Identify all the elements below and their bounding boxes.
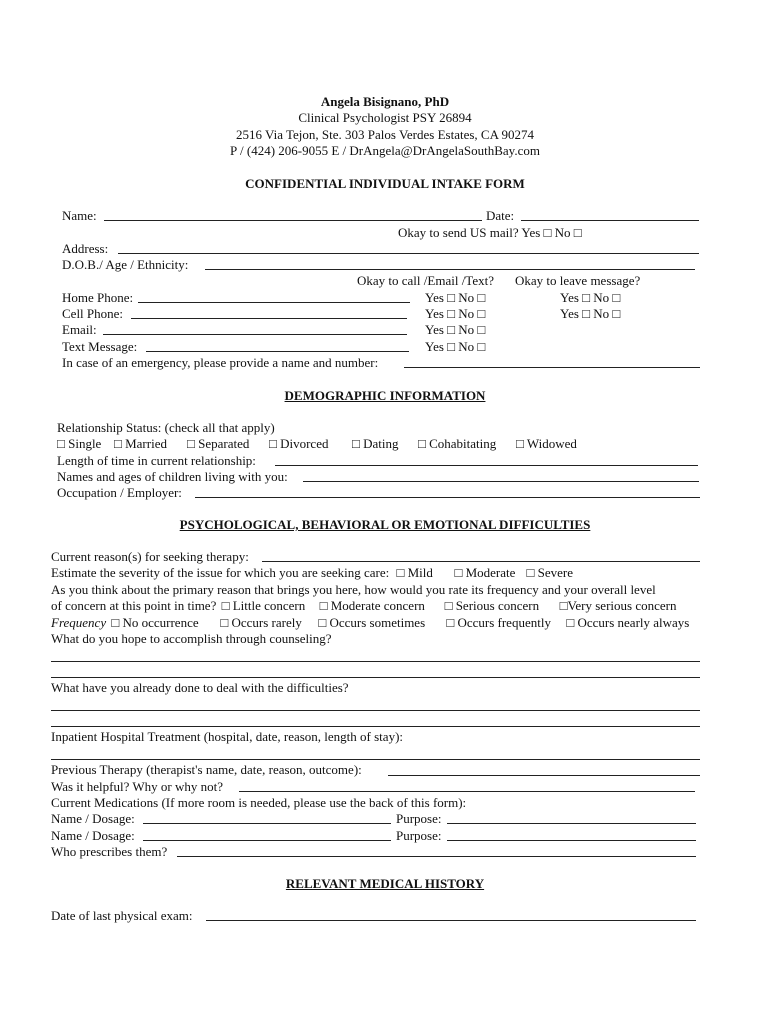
concern-very-serious[interactable]: □Very serious concern <box>559 598 677 613</box>
reasons-label: Current reason(s) for seeking therapy: <box>51 549 249 564</box>
prescribes-label: Who prescribes them? <box>51 844 168 859</box>
emergency-field[interactable] <box>404 367 700 368</box>
done-field-1[interactable] <box>51 710 700 711</box>
done-field-2[interactable] <box>51 726 700 727</box>
address-label: Address: <box>62 241 109 256</box>
date-label: Date: <box>486 208 515 223</box>
dosage-field-2[interactable] <box>143 840 391 841</box>
concern-little[interactable]: □ Little concern <box>221 598 306 613</box>
prescribes-field[interactable] <box>177 856 696 857</box>
us-mail-option[interactable]: Okay to send US mail? Yes □ No □ <box>398 225 582 240</box>
severity-severe[interactable]: □ Severe <box>526 565 573 580</box>
helpful-label: Was it helpful? Why or why not? <box>51 779 224 794</box>
option-divorced[interactable]: □ Divorced <box>269 436 329 451</box>
option-separated[interactable]: □ Separated <box>187 436 250 451</box>
home-phone-message-option[interactable]: Yes □ No □ <box>560 290 621 305</box>
dosage-label-1: Name / Dosage: <box>51 811 135 826</box>
severity-mild[interactable]: □ Mild <box>396 565 433 580</box>
form-title: CONFIDENTIAL INDIVIDUAL INTAKE FORM <box>245 176 525 191</box>
frequency-row <box>51 615 689 630</box>
occupation-field[interactable] <box>195 497 700 498</box>
occupation-label: Occupation / Employer: <box>57 485 182 500</box>
length-field[interactable] <box>275 465 698 466</box>
concern-line1: As you think about the primary reason that brings you here, how would you rate its frequency and your overall level <box>51 582 656 597</box>
text-message-option[interactable]: Yes □ No □ <box>425 339 486 354</box>
inpatient-field[interactable] <box>51 759 700 760</box>
dosage-field-1[interactable] <box>143 823 391 824</box>
severity-moderate[interactable]: □ Moderate <box>454 565 516 580</box>
emergency-label: In case of an emergency, please provide a name and number: <box>62 355 379 370</box>
hope-field-1[interactable] <box>51 661 700 662</box>
purpose-field-1[interactable] <box>447 823 696 824</box>
previous-label: Previous Therapy (therapist's name, date, reason, outcome): <box>51 762 362 777</box>
demographic-heading: DEMOGRAPHIC INFORMATION <box>284 388 486 403</box>
children-field[interactable] <box>303 481 699 482</box>
reasons-field[interactable] <box>262 561 700 562</box>
dob-label: D.O.B./ Age / Ethnicity: <box>62 257 189 272</box>
previous-field[interactable] <box>388 775 700 776</box>
frequency-rarely[interactable]: □ Occurs rarely <box>220 615 302 630</box>
medications-label: Current Medications (If more room is needed, please use the back of this form): <box>51 795 467 810</box>
hope-field-2[interactable] <box>51 677 700 678</box>
option-cohabitating[interactable]: □ Cohabitating <box>418 436 497 451</box>
psych-heading: PSYCHOLOGICAL, BEHAVIORAL OR EMOTIONAL DIFFICULTIES <box>179 517 591 532</box>
address-field[interactable] <box>118 253 699 254</box>
length-label: Length of time in current relationship: <box>57 453 256 468</box>
name-label: Name: <box>62 208 97 223</box>
hope-label: What do you hope to accomplish through counseling? <box>51 631 332 646</box>
concern-serious[interactable]: □ Serious concern <box>444 598 540 613</box>
cell-phone-label: Cell Phone: <box>62 306 124 321</box>
concern-moderate[interactable]: □ Moderate concern <box>319 598 425 613</box>
cell-phone-field[interactable] <box>131 318 407 319</box>
inpatient-label: Inpatient Hospital Treatment (hospital, date, reason, length of stay): <box>51 729 404 744</box>
physical-field[interactable] <box>206 920 696 921</box>
practitioner-title: Clinical Psychologist PSY 26894 <box>298 110 472 125</box>
purpose-field-2[interactable] <box>447 840 696 841</box>
option-single[interactable]: □ Single <box>57 436 102 451</box>
home-phone-field[interactable] <box>138 302 410 303</box>
option-widowed[interactable]: □ Widowed <box>516 436 577 451</box>
practitioner-address: 2516 Via Tejon, Ste. 303 Palos Verdes Estates, CA 90274 <box>235 127 535 142</box>
frequency-sometimes[interactable]: □ Occurs sometimes <box>318 615 426 630</box>
option-married[interactable]: □ Married <box>114 436 167 451</box>
email-field[interactable] <box>103 334 407 335</box>
done-label: What have you already done to deal with the difficulties? <box>51 680 349 695</box>
medical-heading: RELEVANT MEDICAL HISTORY <box>285 876 485 891</box>
cell-phone-message-option[interactable]: Yes □ No □ <box>560 306 621 321</box>
date-field[interactable] <box>521 220 699 221</box>
relationship-options <box>57 436 577 451</box>
purpose-label-1: Purpose: <box>396 811 442 826</box>
frequency-label: Frequency <box>51 615 107 630</box>
dob-field[interactable] <box>205 269 695 270</box>
practitioner-contact: P / (424) 206-9055 E / DrAngela@DrAngelaSouthBay.com <box>230 143 540 158</box>
name-field[interactable] <box>104 220 482 221</box>
frequency-none[interactable]: □ No occurrence <box>111 615 199 630</box>
email-option[interactable]: Yes □ No □ <box>425 322 486 337</box>
concern-row <box>51 598 676 613</box>
home-phone-label: Home Phone: <box>62 290 134 305</box>
severity-row <box>51 565 573 580</box>
option-dating[interactable]: □ Dating <box>352 436 399 451</box>
purpose-label-2: Purpose: <box>396 828 442 843</box>
email-label: Email: <box>62 322 97 337</box>
physical-label: Date of last physical exam: <box>51 908 193 923</box>
concern-line2: of concern at this point in time? <box>51 598 217 613</box>
helpful-field[interactable] <box>239 791 695 792</box>
call-header: Okay to call /Email /Text? <box>357 273 494 288</box>
practitioner-name: Angela Bisignano, PhD <box>320 94 450 109</box>
text-message-field[interactable] <box>146 351 409 352</box>
dosage-label-2: Name / Dosage: <box>51 828 135 843</box>
frequency-nearly-always[interactable]: □ Occurs nearly always <box>566 615 690 630</box>
frequency-frequently[interactable]: □ Occurs frequently <box>446 615 551 630</box>
severity-label: Estimate the severity of the issue for which you are seeking care: <box>51 565 390 580</box>
home-phone-call-option[interactable]: Yes □ No □ <box>425 290 486 305</box>
cell-phone-call-option[interactable]: Yes □ No □ <box>425 306 486 321</box>
children-label: Names and ages of children living with you: <box>57 469 288 484</box>
text-message-label: Text Message: <box>62 339 138 354</box>
message-header: Okay to leave message? <box>515 273 641 288</box>
relationship-label: Relationship Status: (check all that apply) <box>57 420 275 435</box>
